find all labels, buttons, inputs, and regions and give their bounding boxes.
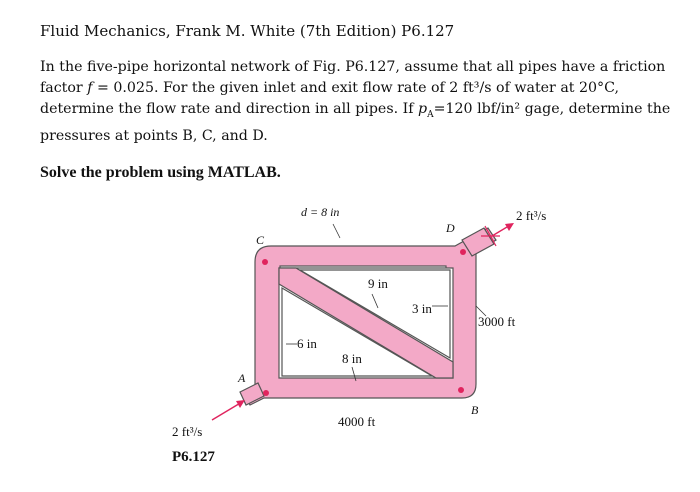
- node-A: [263, 390, 269, 396]
- node-C: [262, 259, 268, 265]
- figure-number: P6.127: [172, 449, 215, 465]
- label-D: D: [446, 221, 455, 235]
- problem-line-3: determine the flow rate and direction in all pipes. If $p_A=120$ lbf/in² gage, determine the: [40, 101, 671, 120]
- label-C: C: [256, 233, 265, 247]
- node-D: [460, 249, 466, 255]
- instruction-text: Solve the problem using MATLAB.: [40, 164, 281, 181]
- label-inlet-flow: 2 ft³/s: [172, 424, 203, 439]
- problem-statement: [40, 57, 680, 147]
- label-6in: 6 in: [297, 336, 317, 351]
- pipe-network-figure: [0, 190, 700, 492]
- label-3in: 3 in: [412, 301, 432, 316]
- problem-line-1: In the five-pipe horizontal network of Fig. P6.127, assume that all pipes have a friction: [40, 59, 666, 75]
- leader-d8: [333, 224, 340, 238]
- inlet-arrow-line: [212, 402, 242, 420]
- label-3000ft: 3000 ft: [478, 314, 516, 329]
- problem-line-4: pressures at points B, C, and D.: [40, 127, 268, 144]
- node-B: [458, 387, 464, 393]
- label-exit-flow: 2 ft³/s: [516, 208, 547, 223]
- label-4000ft: 4000 ft: [338, 414, 376, 429]
- problem-line-2: factor f = 0.025. For the given inlet and exit flow rate of 2 ft³/s of water at 20°C,: [40, 80, 620, 96]
- label-8in: 8 in: [342, 351, 362, 366]
- label-9in: 9 in: [368, 276, 388, 291]
- document-title: Fluid Mechanics, Frank M. White (7th Edition) P6.127: [40, 22, 455, 40]
- label-A: A: [238, 371, 246, 385]
- label-d8: d = 8 in: [301, 205, 340, 219]
- label-B: B: [471, 403, 479, 417]
